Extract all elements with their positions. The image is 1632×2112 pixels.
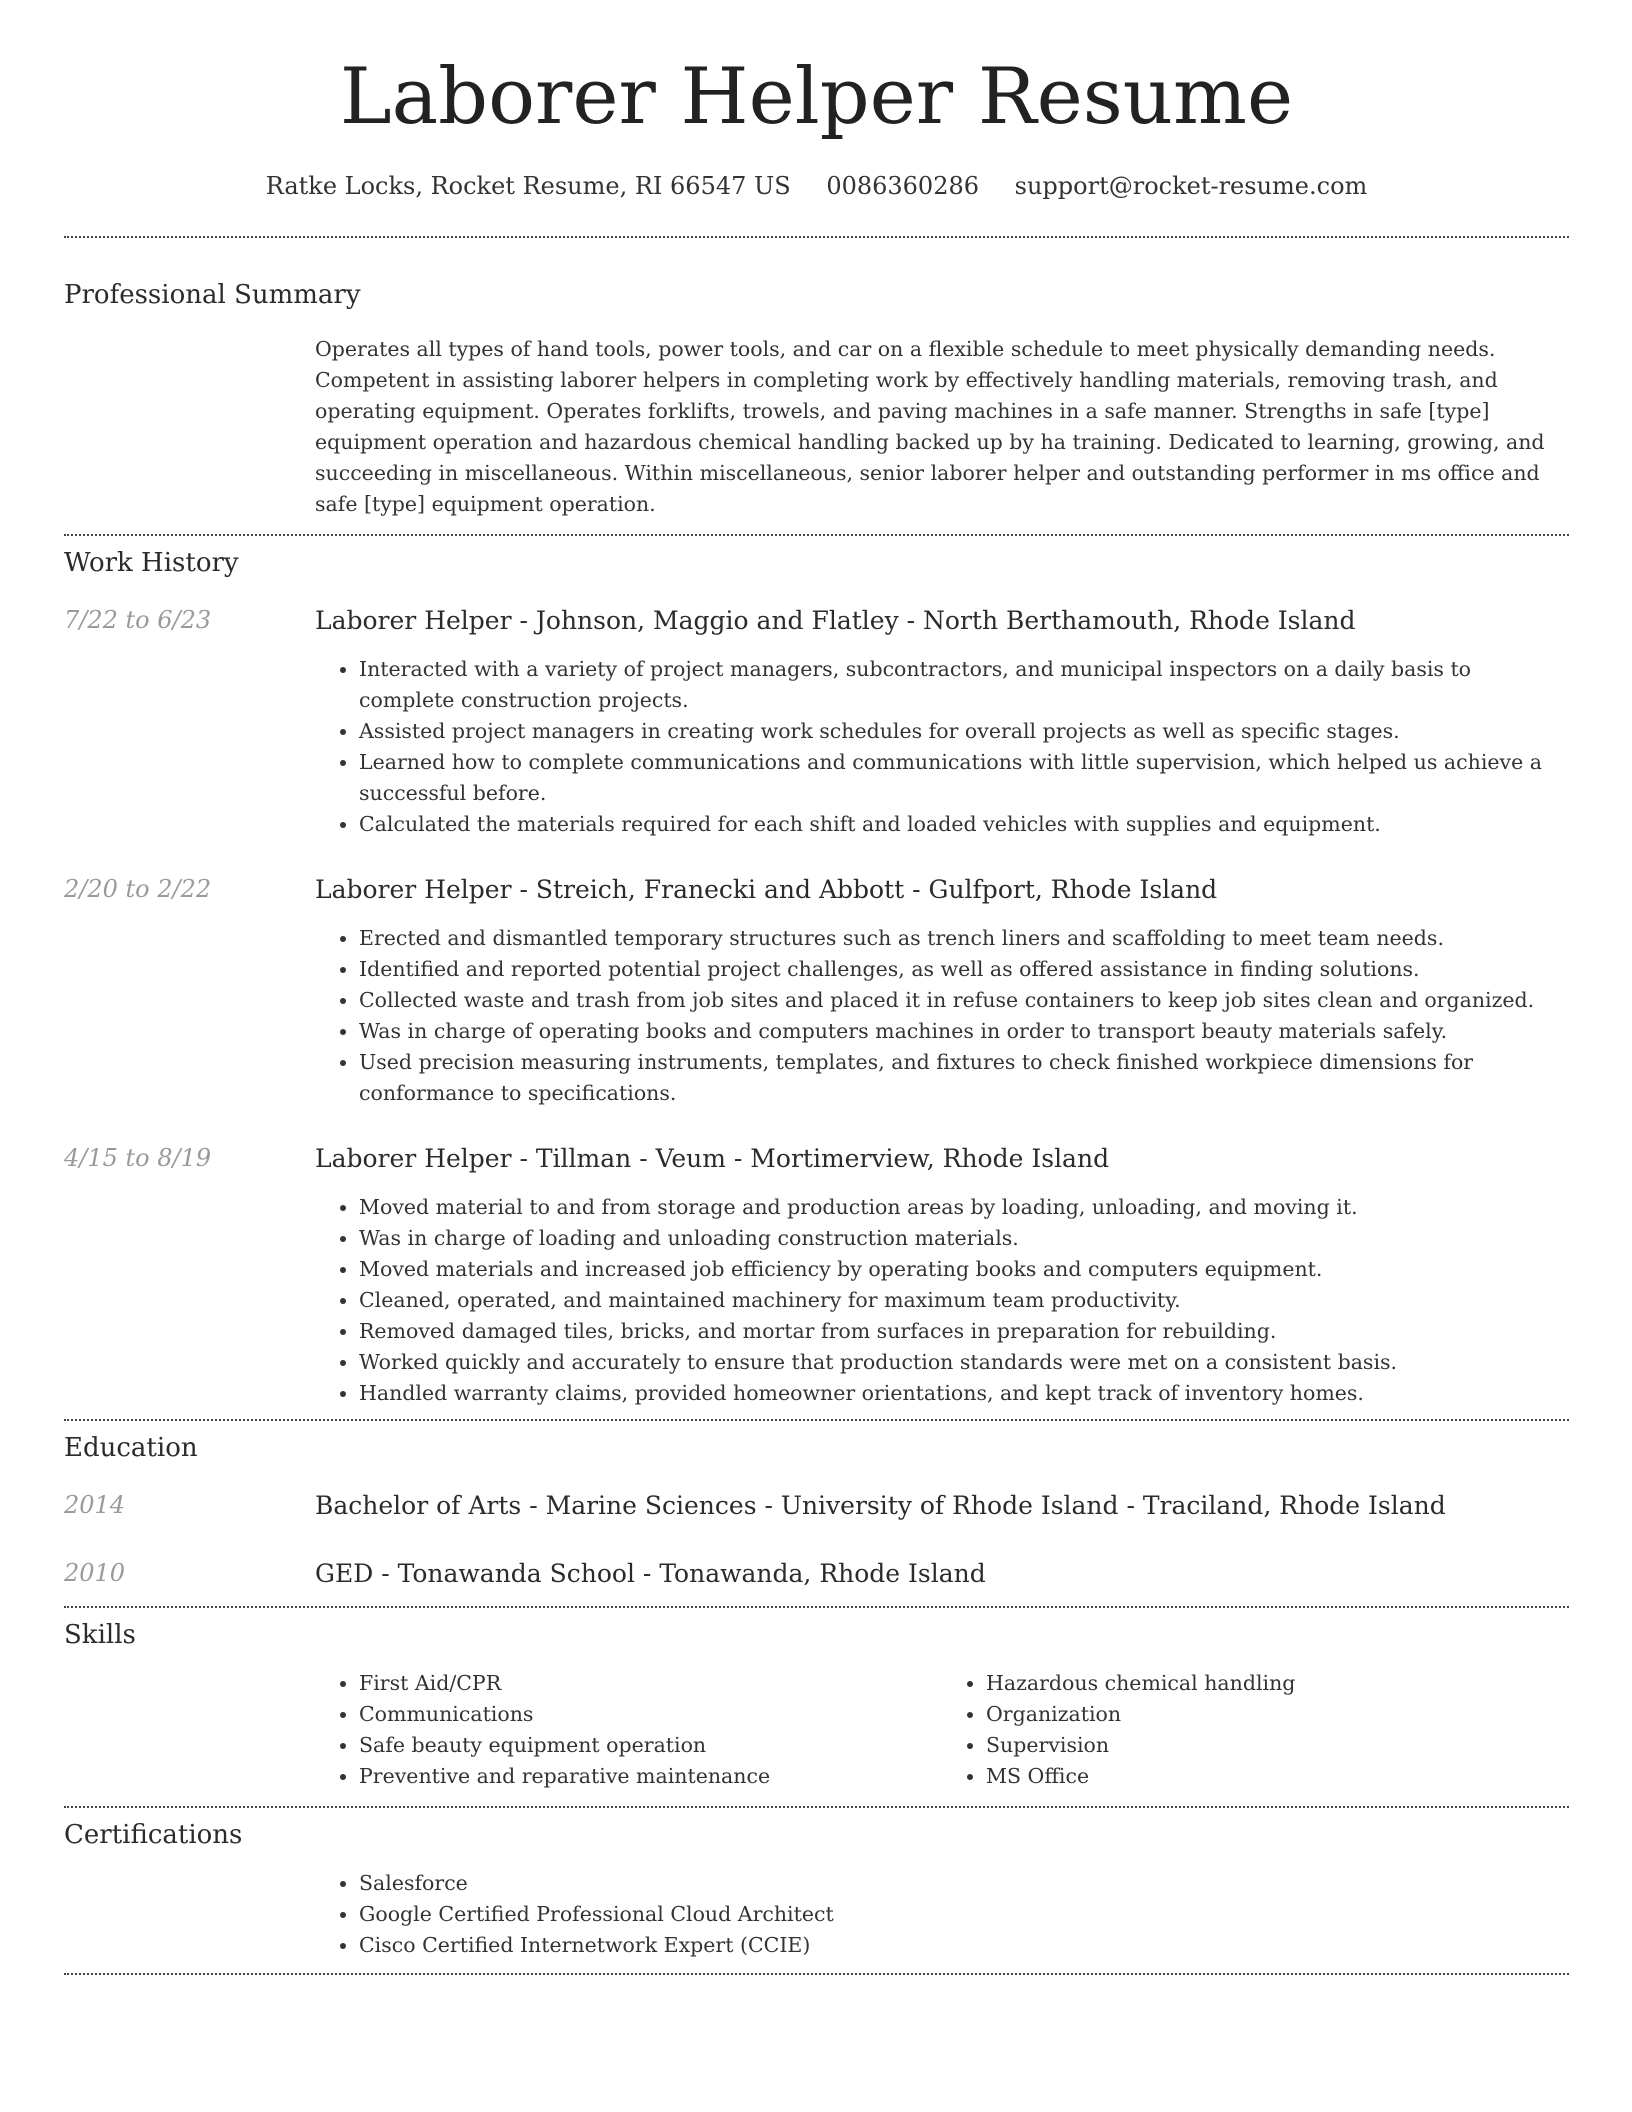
divider [64,236,1569,238]
list-item: • Salesforce [359,1868,1569,1899]
job-bullets [315,1192,1569,1409]
list-item: • Was in charge of loading and unloading construction materials. [359,1223,1569,1254]
education-text: GED - Tonawanda School - Tonawanda, Rhode Island [315,1559,986,1588]
skills-list-left [315,1668,942,1792]
divider [64,1606,1569,1608]
list-item: • Handled warranty claims, provided homeowner orientations, and kept track of inventory homes. [359,1378,1569,1409]
job-entry [64,877,1569,1109]
list-item: • Cisco Certified Internetwork Expert (CCIE) [359,1930,1569,1961]
divider [64,1806,1569,1808]
job-title: Laborer Helper - Tillman - Veum - Mortimerview, Rhode Island [315,1144,1110,1173]
contact-phone: 0086360286 [826,172,980,200]
section-heading-skills: Skills [64,1620,136,1650]
job-bullets [315,923,1569,1109]
list-item: • Safe beauty equipment operation [359,1730,942,1761]
summary-section [64,282,1569,520]
list-item: • Collected waste and trash from job sites and placed it in refuse containers to keep job sites clean and organized. [359,985,1569,1016]
list-item: • Identified and reported potential project challenges, as well as offered assistance in finding solutions. [359,954,1569,985]
certifications-list [315,1868,1569,1961]
list-item: • Preventive and reparative maintenance [359,1761,942,1792]
section-heading-summary: Professional Summary [64,280,361,310]
education-year: 2010 [64,1559,126,1587]
list-item: • Removed damaged tiles, bricks, and mortar from surfaces in preparation for rebuilding. [359,1316,1569,1347]
divider [64,1973,1569,1975]
skills-list-right [942,1668,1569,1792]
job-dates: 2/20 to 2/22 [64,875,212,903]
list-item: • Erected and dismantled temporary structures such as trench liners and scaffolding to meet team needs. [359,923,1569,954]
list-item: • Hazardous chemical handling [986,1668,1569,1699]
list-item: • Interacted with a variety of project managers, subcontractors, and municipal inspectors on a daily basis to complete construction projects. [359,654,1569,716]
divider [64,534,1569,536]
resume-title: Laborer Helper Resume [339,52,1294,142]
work-history-section [64,550,1569,1409]
contact-address: Ratke Locks, Rocket Resume, RI 66547 US [265,172,791,200]
section-heading-education: Education [64,1433,198,1463]
job-dates: 4/15 to 8/19 [64,1144,212,1172]
list-item: • Assisted project managers in creating work schedules for overall projects as well as specific stages. [359,716,1569,747]
job-dates: 7/22 to 6/23 [64,606,212,634]
job-bullets [315,654,1569,840]
list-item: • Organization [986,1699,1569,1730]
job-entry [64,1146,1569,1409]
job-title: Laborer Helper - Streich, Franecki and Abbott - Gulfport, Rhode Island [315,875,1218,904]
job-title: Laborer Helper - Johnson, Maggio and Flatley - North Berthamouth, Rhode Island [315,606,1356,635]
list-item: • Supervision [986,1730,1569,1761]
list-item: • Calculated the materials required for each shift and loaded vehicles with supplies and equipment. [359,809,1569,840]
resume-page [64,0,1569,1975]
divider [64,1419,1569,1421]
job-entry [64,608,1569,840]
list-item: • First Aid/CPR [359,1668,942,1699]
list-item: • Communications [359,1699,942,1730]
list-item: • Google Certified Professional Cloud Architect [359,1899,1569,1930]
education-entry [64,1561,1569,1586]
list-item: • Used precision measuring instruments, templates, and fixtures to check finished workpiece dimensions for conformance to specifications. [359,1047,1569,1109]
summary-text: Operates all types of hand tools, power tools, and car on a flexible schedule to meet physically demanding needs. Competent in assisting laborer helpers in completing work by effectively handling materials, removing trash, and operating equipment. Operates forklifts, trowels, and paving machines in a safe manner. Strengths in safe [type] equipment operation and hazardous chemical handling backed up by ha training. Dedicated to learning, growing, and succeeding in miscellaneous. Within miscellaneous, senior laborer helper and outstanding performer in ms office and safe [type] equipment operation. [315,337,1545,516]
section-heading-certifications: Certifications [64,1820,243,1850]
list-item: • Moved materials and increased job efficiency by operating books and computers equipment. [359,1254,1569,1285]
contact-line [64,174,1569,198]
list-item: • Worked quickly and accurately to ensure that production standards were met on a consistent basis. [359,1347,1569,1378]
certifications-section [64,1822,1569,1961]
list-item: • Cleaned, operated, and maintained machinery for maximum team productivity. [359,1285,1569,1316]
list-item: • Learned how to complete communications and communications with little supervision, which helped us achieve a successful before. [359,747,1569,809]
education-text: Bachelor of Arts - Marine Sciences - University of Rhode Island - Traciland, Rhode Island [315,1491,1446,1520]
education-entry [64,1493,1569,1518]
list-item: • Was in charge of operating books and computers machines in order to transport beauty materials safely. [359,1016,1569,1047]
list-item: • MS Office [986,1761,1569,1792]
contact-email: support@rocket-resume.com [1014,172,1368,200]
list-item: • Moved material to and from storage and production areas by loading, unloading, and moving it. [359,1192,1569,1223]
education-section [64,1435,1569,1586]
education-year: 2014 [64,1491,126,1519]
section-heading-work-history: Work History [64,548,239,578]
skills-section [64,1622,1569,1792]
